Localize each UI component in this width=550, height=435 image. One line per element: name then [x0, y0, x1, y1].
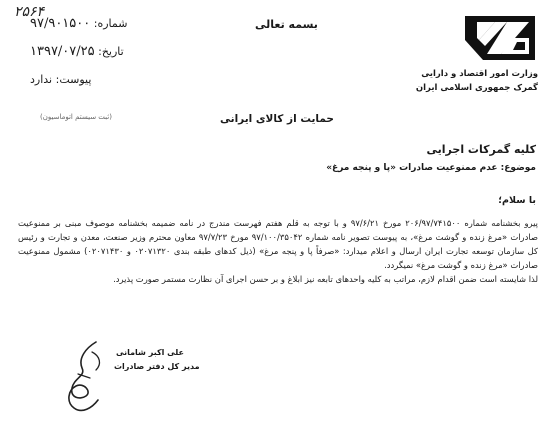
slogan: حمایت از کالای ایرانی: [220, 113, 334, 125]
system-note: (ثبت سیستم اتوماسیون): [40, 113, 112, 121]
handwritten-signature: [56, 338, 116, 418]
signatory-name: علی اکبر شامانی: [116, 348, 184, 357]
handwritten-number: ۲۵۶۴: [14, 4, 45, 20]
date-label: تاریخ:: [98, 45, 124, 58]
date-row: [30, 44, 180, 59]
letter-body: [18, 216, 538, 286]
attachment-value: ندارد: [30, 73, 53, 86]
greeting: با سلام؛: [498, 195, 536, 206]
date-value: ۱۳۹۷/۰۷/۲۵: [30, 44, 95, 59]
paragraph-2: لذا شایسته است ضمن اقدام لازم، مراتب به کلیه واحدهای تابعه نیز ابلاغ و بر حسن اجرای آن نظارت مستمر صورت پذیرد.: [113, 274, 538, 284]
attachment-row: [30, 73, 180, 86]
number-row: [30, 16, 180, 31]
org-customs: گمرک جمهوری اسلامی ایران: [415, 83, 538, 93]
customs-logo-mark-icon: [455, 16, 535, 64]
addressee: کلیه گمرکات اجرایی: [426, 143, 536, 156]
number-label: شماره:: [93, 17, 128, 30]
basmala: بسمه تعالی: [255, 18, 318, 31]
attachment-label: پیوست:: [55, 73, 92, 86]
subject: موضوع: عدم ممنوعیت صادرات «پا و پنجه مرغ»: [326, 163, 536, 173]
paragraph-1: پیرو بخشنامه شماره ۲۰۶/۹۷/۷۴۱۵۰۰ مورخ ۹۷/۶/۲۱ و با توجه به قلم هفتم فهرست مندرج در نامه ضمیمه بخشنامه موصوف مبنی بر ممنوعیت صادرات «مرغ زنده و گوشت مرغ»، به پیوست تصویر نامه شماره ۹۷/۱۰۰/۳۵۰۴۲ مورخ ۹۷/۷/۲۳ معاون محترم وزیر صنعت، معدن و تجارت و رئیس کل سازمان توسعه تجارت ایران ارسال و اعلام میدارد: «صرفاً پا و پنجه مرغ» (ذیل کدهای طبقه بندی ۰۲۰۷۱۳۲۰ و ۰۲۰۷۱۴۳۰) مشمول ممنوعیت صادرات «مرغ زنده و گوشت مرغ» نمیگردد.: [18, 218, 539, 270]
customs-logo: [455, 16, 535, 64]
org-ministry: وزارت امور اقتصاد و دارایی: [421, 69, 538, 79]
number-value: ۹۷/۹۰۱۵۰۰: [30, 16, 91, 31]
signatory-title: مدیر کل دفتر صادرات: [114, 362, 200, 371]
